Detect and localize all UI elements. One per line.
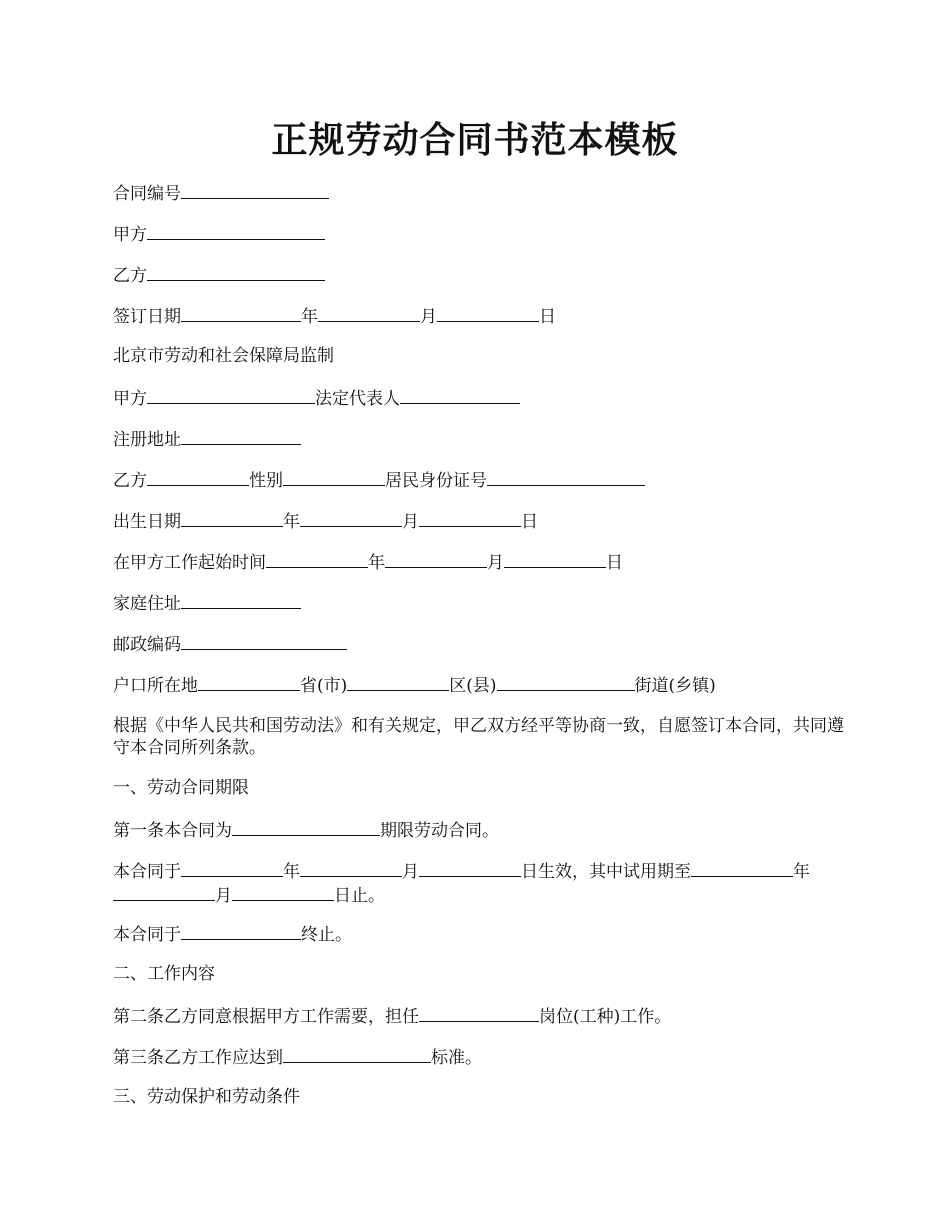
- term-prefix: 本合同于: [113, 862, 181, 882]
- blank-sign-day[interactable]: [437, 304, 539, 322]
- blank-work-month[interactable]: [385, 550, 487, 568]
- article-1: [113, 818, 853, 842]
- term-effective: 日生效，其中试用期至: [521, 862, 691, 882]
- label-province: 省(市): [300, 676, 348, 696]
- blank-termination[interactable]: [181, 922, 301, 940]
- blank-position[interactable]: [419, 1004, 539, 1022]
- label-month: 月: [420, 307, 437, 327]
- blank-district[interactable]: [347, 673, 449, 691]
- label-sign-date: 签订日期: [113, 307, 181, 327]
- blank-reg-address[interactable]: [181, 427, 301, 445]
- blank-party-a[interactable]: [147, 222, 325, 240]
- article-3: [113, 1045, 853, 1069]
- blank-term-start-year[interactable]: [181, 859, 283, 877]
- section-2-title: 二、工作内容: [113, 964, 215, 984]
- label-street: 街道(乡镇): [634, 676, 716, 696]
- art3-prefix: 第三条乙方工作应达到: [113, 1048, 283, 1068]
- field-party-b-info: [113, 468, 853, 492]
- label-party-a: 甲方: [113, 225, 147, 245]
- art3-suffix: 标准。: [431, 1048, 482, 1068]
- field-birth-date: [113, 509, 853, 533]
- document-title: 正规劳动合同书范本模板: [271, 119, 679, 161]
- blank-contract-type[interactable]: [232, 818, 380, 836]
- blank-party-b-name[interactable]: [147, 468, 249, 486]
- field-sign-date: [113, 304, 853, 328]
- label-postal-code: 邮政编码: [113, 635, 181, 655]
- label-home-address: 家庭住址: [113, 594, 181, 614]
- blank-birth-day[interactable]: [419, 509, 521, 527]
- label-legal-rep: 法定代表人: [315, 389, 400, 409]
- label-party-b-2: 乙方: [113, 471, 147, 491]
- label-year: 年: [793, 862, 810, 882]
- art1-prefix: 第一条本合同为: [113, 821, 232, 841]
- label-birth-date: 出生日期: [113, 512, 181, 532]
- blank-home-address[interactable]: [181, 591, 301, 609]
- field-party-a-rep: [113, 386, 853, 410]
- label-month: 月: [487, 553, 504, 573]
- label-day: 日: [539, 307, 556, 327]
- blank-term-start-day[interactable]: [419, 859, 521, 877]
- label-gender: 性别: [249, 471, 283, 491]
- field-hukou: [113, 673, 853, 697]
- termination-line: [113, 922, 853, 946]
- blank-postal-code[interactable]: [181, 632, 347, 650]
- blank-gender[interactable]: [283, 468, 385, 486]
- label-id-no: 居民身份证号: [385, 471, 487, 491]
- label-district: 区(县): [449, 676, 497, 696]
- blank-legal-rep[interactable]: [400, 386, 520, 404]
- blank-street[interactable]: [497, 673, 635, 691]
- label-work-start: 在甲方工作起始时间: [113, 553, 266, 573]
- field-contract-no: [113, 181, 853, 205]
- label-month: 月: [402, 512, 419, 532]
- blank-birth-year[interactable]: [181, 509, 283, 527]
- field-work-start: [113, 550, 853, 574]
- supervisor-line: 北京市劳动和社会保障局监制: [113, 346, 334, 366]
- article-2: [113, 1004, 853, 1028]
- blank-term-start-month[interactable]: [300, 859, 402, 877]
- blank-province[interactable]: [198, 673, 300, 691]
- label-year: 年: [283, 862, 300, 882]
- label-month: 月: [215, 886, 232, 906]
- art2-suffix: 岗位(工种)工作。: [539, 1007, 672, 1027]
- blank-contract-no[interactable]: [181, 181, 329, 199]
- blank-id-no[interactable]: [487, 468, 645, 486]
- field-postal-code: [113, 632, 853, 656]
- terminate-suffix: 终止。: [301, 925, 352, 945]
- label-party-a-2: 甲方: [113, 389, 147, 409]
- label-year: 年: [283, 512, 300, 532]
- section-1-title: 一、劳动合同期限: [113, 778, 249, 798]
- blank-probation-year[interactable]: [691, 859, 793, 877]
- blank-sign-month[interactable]: [318, 304, 420, 322]
- intro-paragraph: 根据《中华人民共和国劳动法》和有关规定，甲乙双方经平等协商一致，自愿签订本合同，共同遵守本合同所列条款。: [113, 716, 844, 758]
- blank-work-year[interactable]: [266, 550, 368, 568]
- label-reg-address: 注册地址: [113, 430, 181, 450]
- blank-probation-day[interactable]: [232, 883, 334, 901]
- label-party-b: 乙方: [113, 266, 147, 286]
- blank-birth-month[interactable]: [300, 509, 402, 527]
- term-paragraph: [113, 859, 853, 907]
- label-year: 年: [368, 553, 385, 573]
- blank-probation-month[interactable]: [113, 883, 215, 901]
- term-end: 日止。: [334, 886, 385, 906]
- terminate-prefix: 本合同于: [113, 925, 181, 945]
- field-party-b: [113, 263, 853, 287]
- label-month: 月: [402, 862, 419, 882]
- field-reg-address: [113, 427, 853, 451]
- blank-standard[interactable]: [283, 1045, 431, 1063]
- label-hukou: 户口所在地: [113, 676, 198, 696]
- field-home-address: [113, 591, 853, 615]
- label-contract-no: 合同编号: [113, 184, 181, 204]
- field-party-a: [113, 222, 853, 246]
- label-day: 日: [606, 553, 623, 573]
- art2-prefix: 第二条乙方同意根据甲方工作需要，担任: [113, 1007, 419, 1027]
- label-day: 日: [521, 512, 538, 532]
- section-3-title: 三、劳动保护和劳动条件: [113, 1087, 300, 1107]
- blank-sign-year[interactable]: [181, 304, 301, 322]
- blank-party-b[interactable]: [147, 263, 325, 281]
- label-year: 年: [301, 307, 318, 327]
- art1-suffix: 期限劳动合同。: [380, 821, 499, 841]
- blank-party-a-name[interactable]: [147, 386, 315, 404]
- blank-work-day[interactable]: [504, 550, 606, 568]
